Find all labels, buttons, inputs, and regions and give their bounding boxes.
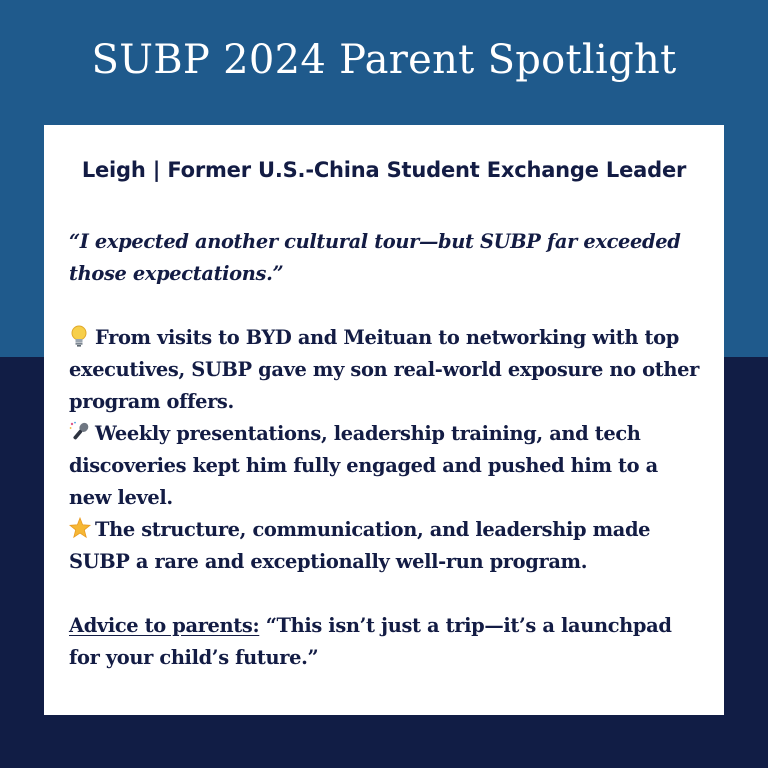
card-heading: Leigh | Former U.S.-China Student Exchange Leader — [81, 158, 687, 182]
lightbulb-icon — [69, 322, 95, 354]
microphone-icon — [69, 418, 95, 450]
testimonial-quote: “I expected another cultural tour—but SUBP far exceeded those expectations.” — [69, 230, 681, 285]
list-item-text: Weekly presentations, leadership training, and tech discoveries kept him fully engaged and pushed him to a new level. — [69, 422, 658, 509]
star-icon — [69, 514, 95, 546]
list-item-text: The structure, communication, and leadership made SUBP a rare and exceptionally well-run program. — [69, 518, 651, 573]
list-item — [69, 418, 699, 514]
advice-label: Advice to parents: — [69, 614, 260, 637]
spacer — [69, 578, 699, 610]
list-item-text: From visits to BYD and Meituan to networking with top executives, SUBP gave my son real-world exposure no other program offers. — [69, 326, 699, 413]
advice-text: “This isn’t just a trip—it’s a launchpad for your child’s future.” — [69, 614, 672, 669]
spacer — [69, 290, 699, 322]
page-title: SUBP 2024 Parent Spotlight — [91, 37, 677, 83]
advice-paragraph — [69, 610, 699, 674]
list-item — [69, 514, 699, 578]
testimonial-card — [44, 125, 724, 715]
card-body — [69, 226, 699, 674]
list-item — [69, 322, 699, 418]
